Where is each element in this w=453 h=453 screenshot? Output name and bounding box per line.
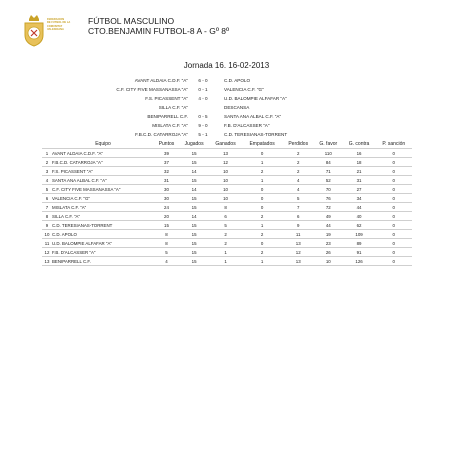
cell-lost: 11: [282, 230, 314, 239]
col-lost: Perdidos: [288, 141, 309, 147]
cell-penalty: 0: [376, 212, 412, 221]
match-row: [0, 94, 453, 103]
cell-goals-for: 10: [314, 257, 343, 266]
cell-lost: 2: [282, 149, 314, 158]
col-team: Equipo: [95, 141, 111, 147]
match-row: [0, 85, 453, 94]
match-score: 5 - 1: [198, 132, 208, 137]
table-row: [42, 230, 412, 239]
cell-team: F.B.C.D. CATARROJA "A": [52, 158, 154, 167]
cell-position: 9: [42, 221, 52, 230]
cell-won: 2: [209, 239, 242, 248]
cell-penalty: 0: [376, 230, 412, 239]
away-team: C.D. APOLO: [224, 78, 251, 83]
match-row: [0, 121, 453, 130]
match-row: [0, 130, 453, 139]
cell-drawn: 2: [242, 167, 283, 176]
cell-drawn: 1: [242, 257, 283, 266]
home-team: BENIPARRELL C.F.: [147, 114, 188, 119]
match-row: [0, 76, 453, 85]
cell-points: 8: [154, 239, 179, 248]
cell-won: 13: [209, 149, 242, 158]
cell-penalty: 0: [376, 203, 412, 212]
cell-goals-for: 52: [314, 176, 343, 185]
table-row: [42, 149, 412, 158]
cell-points: 32: [154, 167, 179, 176]
cell-position: 10: [42, 230, 52, 239]
col-drawn: Empatados: [249, 141, 275, 147]
col-goals-for: G. favor: [319, 141, 338, 147]
cell-goals-against: 89: [343, 239, 376, 248]
col-played: Jugados: [184, 141, 204, 147]
cell-drawn: 0: [242, 185, 283, 194]
cell-goals-against: 40: [343, 212, 376, 221]
cell-goals-against: 31: [343, 176, 376, 185]
cell-lost: 2: [282, 167, 314, 176]
cell-penalty: 0: [376, 158, 412, 167]
cell-won: 10: [209, 167, 242, 176]
cell-team: AVANT ALDAIA C.D.F. "A": [52, 149, 154, 158]
home-team: C.F. CITY FIVE MASSANASSA "A": [116, 87, 188, 92]
cell-lost: 6: [282, 212, 314, 221]
cell-points: 37: [154, 158, 179, 167]
table-row: [42, 185, 412, 194]
cell-team: SILLA C.F. "A": [52, 212, 154, 221]
cell-team: F.S. PICASSENT "A": [52, 167, 154, 176]
home-team: F.S. PICASSENT "A": [145, 96, 188, 101]
cell-won: 10: [209, 194, 242, 203]
cell-position: 5: [42, 185, 52, 194]
cell-goals-for: 110: [314, 149, 343, 158]
cell-goals-against: 16: [343, 149, 376, 158]
cell-points: 5: [154, 248, 179, 257]
table-row: [42, 257, 412, 266]
cell-drawn: 0: [242, 149, 283, 158]
cell-played: 15: [179, 176, 209, 185]
col-penalty: P. sanción: [382, 141, 406, 147]
cell-goals-for: 26: [314, 248, 343, 257]
cell-goals-against: 18: [343, 158, 376, 167]
standings-body: [42, 149, 412, 266]
match-score: 0 - 1: [198, 87, 208, 92]
cell-team: F.B. D'ALCASSER "A": [52, 248, 154, 257]
home-team: AVANT ALDAIA C.D.F. "A": [134, 78, 188, 83]
match-results: [0, 76, 453, 139]
cell-penalty: 0: [376, 248, 412, 257]
federation-crest-icon: [23, 13, 45, 47]
away-team: U.D. BALOMPIE ALFAFAR "A": [224, 96, 287, 101]
home-team: MISLATA C.F. "A": [152, 123, 188, 128]
cell-position: 13: [42, 257, 52, 266]
cell-played: 14: [179, 212, 209, 221]
cell-played: 14: [179, 185, 209, 194]
cell-goals-against: 21: [343, 167, 376, 176]
cell-lost: 5: [282, 194, 314, 203]
cell-drawn: 2: [242, 212, 283, 221]
cell-won: 10: [209, 185, 242, 194]
cell-penalty: 0: [376, 239, 412, 248]
col-won: Ganados: [215, 141, 236, 147]
cell-points: 30: [154, 185, 179, 194]
cell-played: 15: [179, 203, 209, 212]
cell-goals-for: 84: [314, 158, 343, 167]
cell-penalty: 0: [376, 257, 412, 266]
cell-lost: 7: [282, 203, 314, 212]
table-row: [42, 194, 412, 203]
cell-goals-against: 126: [343, 257, 376, 266]
cell-drawn: 0: [242, 203, 283, 212]
cell-won: 10: [209, 176, 242, 185]
cell-points: 20: [154, 212, 179, 221]
cell-drawn: 1: [242, 176, 283, 185]
cell-team: U.D. BALOMPIE ALFAFAR "A": [52, 239, 154, 248]
col-goals-against: G. contra: [348, 141, 370, 147]
col-position: [42, 140, 52, 149]
cell-penalty: 0: [376, 194, 412, 203]
away-team: DESCANSA: [224, 105, 250, 110]
cell-position: 7: [42, 203, 52, 212]
match-score: 9 - 0: [198, 123, 208, 128]
cell-goals-for: 70: [314, 185, 343, 194]
cell-penalty: 0: [376, 176, 412, 185]
cell-position: 11: [42, 239, 52, 248]
cell-lost: 9: [282, 221, 314, 230]
cell-team: C.D. TERESIANAS-TORRENT: [52, 221, 154, 230]
cell-won: 2: [209, 230, 242, 239]
cell-points: 39: [154, 149, 179, 158]
cell-goals-against: 62: [343, 221, 376, 230]
table-row: [42, 248, 412, 257]
cell-points: 8: [154, 230, 179, 239]
cell-position: 6: [42, 194, 52, 203]
federation-name: [47, 18, 89, 32]
away-team: C.D. TERESIANAS-TORRENT: [224, 132, 288, 137]
table-row: [42, 212, 412, 221]
cell-lost: 4: [282, 176, 314, 185]
cell-played: 15: [179, 257, 209, 266]
cell-lost: 13: [282, 239, 314, 248]
standings-table: [42, 140, 412, 266]
cell-won: 1: [209, 257, 242, 266]
table-row: [42, 176, 412, 185]
cell-team: SANTA ANA ALBAL C.F. "A": [52, 176, 154, 185]
cell-goals-against: 44: [343, 203, 376, 212]
cell-penalty: 0: [376, 221, 412, 230]
cell-won: 5: [209, 221, 242, 230]
cell-points: 31: [154, 176, 179, 185]
standings-header-row: [42, 140, 412, 149]
cell-goals-for: 23: [314, 239, 343, 248]
cell-goals-against: 109: [343, 230, 376, 239]
cell-goals-against: 27: [343, 185, 376, 194]
home-team: SILLA C.F. "A": [158, 105, 188, 110]
cell-won: 12: [209, 158, 242, 167]
match-row: [0, 112, 453, 121]
federation-line: VALENCIANA: [47, 28, 64, 32]
page-header: [88, 16, 229, 36]
cell-goals-for: 49: [314, 212, 343, 221]
cell-lost: 12: [282, 248, 314, 257]
match-row: [0, 103, 453, 112]
cell-team: C.F. CITY FIVE MASSANASSA "A": [52, 185, 154, 194]
cell-played: 15: [179, 248, 209, 257]
cell-won: 6: [209, 212, 242, 221]
cell-goals-against: 91: [343, 248, 376, 257]
federation-line: DE FUTBOL DE LA: [47, 21, 71, 25]
cell-team: MISLATA C.F. "A": [52, 203, 154, 212]
cell-drawn: 1: [242, 158, 283, 167]
cell-position: 2: [42, 158, 52, 167]
table-row: [42, 158, 412, 167]
table-row: [42, 239, 412, 248]
cell-goals-for: 44: [314, 221, 343, 230]
cell-goals-against: 34: [343, 194, 376, 203]
cell-points: 24: [154, 203, 179, 212]
cell-played: 15: [179, 149, 209, 158]
cell-won: 1: [209, 248, 242, 257]
away-team: F.B. D'ALCASSER "A": [224, 123, 270, 128]
cell-position: 8: [42, 212, 52, 221]
cell-position: 12: [42, 248, 52, 257]
table-row: [42, 167, 412, 176]
cell-team: C.D. APOLO: [52, 230, 154, 239]
cell-played: 15: [179, 230, 209, 239]
cell-won: 8: [209, 203, 242, 212]
cell-played: 15: [179, 239, 209, 248]
cell-position: 1: [42, 149, 52, 158]
cell-goals-for: 72: [314, 203, 343, 212]
competition-name: CTO.BENJAMIN FUTBOL-8 A - Gº 8º: [88, 26, 230, 36]
federation-line: COMUNITAT: [47, 24, 63, 28]
cell-penalty: 0: [376, 185, 412, 194]
cell-drawn: 2: [242, 248, 283, 257]
away-team: VALENCIA C.F. "G": [224, 87, 264, 92]
cell-played: 15: [179, 221, 209, 230]
cell-team: BENIPARRELL C.F.: [52, 257, 154, 266]
match-score: 0 - 5: [198, 114, 208, 119]
table-row: [42, 203, 412, 212]
cell-penalty: 0: [376, 149, 412, 158]
table-row: [42, 221, 412, 230]
cell-team: VALENCIA C.F. "G": [52, 194, 154, 203]
cell-lost: 13: [282, 257, 314, 266]
cell-drawn: 0: [242, 194, 283, 203]
home-team: F.B.C.D. CATARROJA "A": [135, 132, 188, 137]
federation-line: FEDERACION: [47, 18, 65, 21]
competition-category: FÚTBOL MASCULINO: [88, 16, 175, 26]
cell-lost: 2: [282, 158, 314, 167]
cell-played: 15: [179, 194, 209, 203]
round-title: Jornada 16. 16-02-2013: [183, 61, 270, 70]
cell-points: 15: [154, 221, 179, 230]
cell-points: 30: [154, 194, 179, 203]
cell-goals-for: 76: [314, 194, 343, 203]
match-score: 4 - 0: [198, 96, 208, 101]
cell-points: 4: [154, 257, 179, 266]
cell-goals-for: 71: [314, 167, 343, 176]
cell-lost: 4: [282, 185, 314, 194]
cell-position: 4: [42, 176, 52, 185]
cell-drawn: 2: [242, 230, 283, 239]
cell-goals-for: 19: [314, 230, 343, 239]
cell-penalty: 0: [376, 167, 412, 176]
cell-played: 15: [179, 158, 209, 167]
cell-position: 3: [42, 167, 52, 176]
match-score: 6 - 0: [198, 78, 208, 83]
cell-drawn: 1: [242, 221, 283, 230]
cell-played: 14: [179, 167, 209, 176]
cell-drawn: 0: [242, 239, 283, 248]
away-team: SANTA ANA ALBAL C.F. "A": [224, 114, 282, 119]
col-points: Puntos: [158, 141, 175, 147]
